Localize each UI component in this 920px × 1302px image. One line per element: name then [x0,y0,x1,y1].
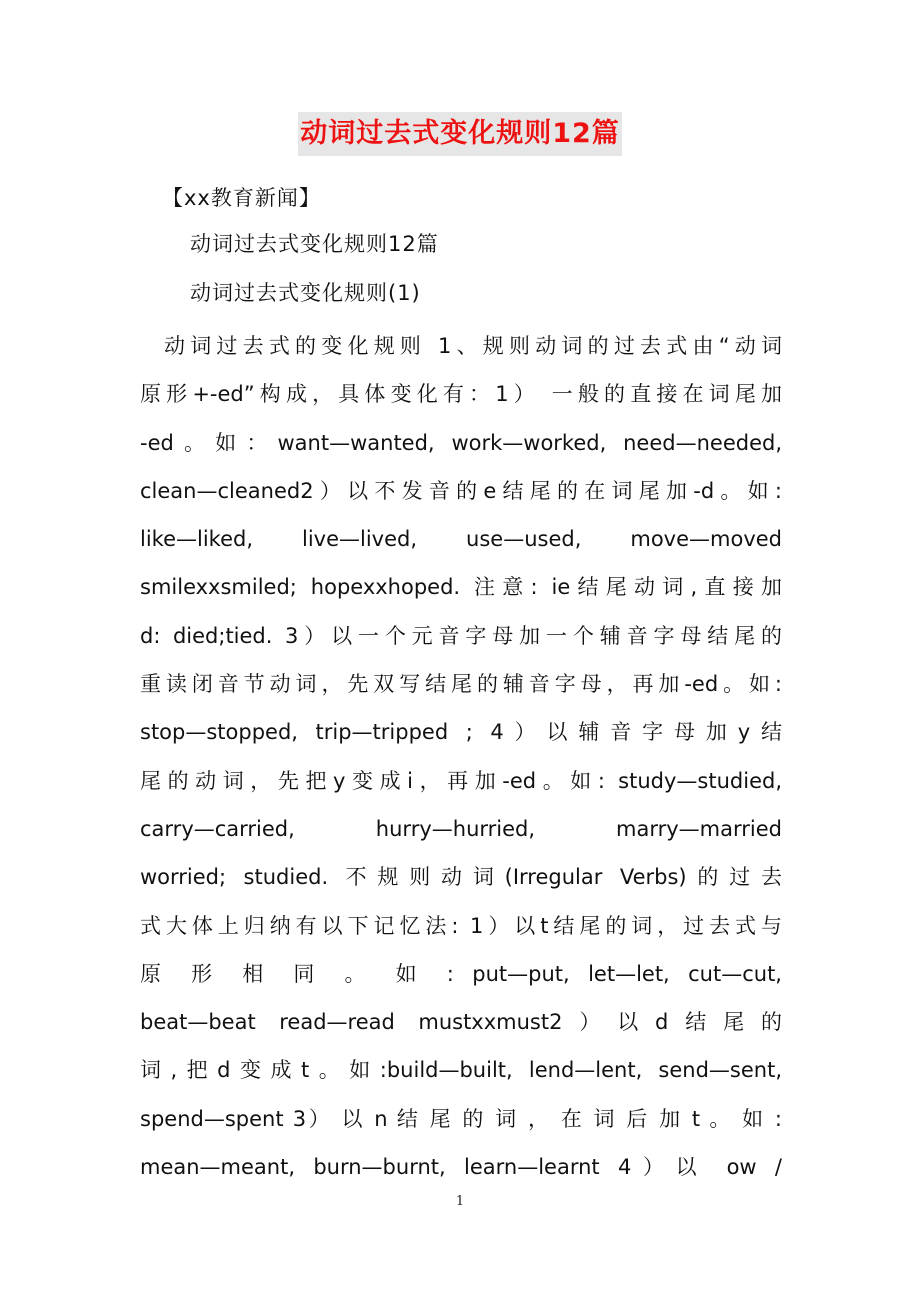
body-line: stop—stopped, trip—tripped ; 4）以辅音字母加y结 [140,720,782,745]
page-number: 1 [455,1194,465,1209]
body-line: spend—spent 3） 以 n 结 尾 的 词 ， 在 词 后 加 t 。 如 : [140,1106,782,1131]
document-title [0,112,920,156]
body-line: 尾的动词，先把y变成i，再加-ed。如: study—studied, [140,768,782,793]
title-text: 动词过去式变化规则12篇 [298,112,622,156]
body-line: smilexxsmiled; hopexxhoped. 注意: ie结尾动词,直接加 [140,575,782,600]
section-heading: 动词过去式变化规则(1) [190,281,421,305]
body-line: 原形+-ed”构成，具体变化有：1） 一般的直接在词尾加 [140,382,782,407]
subtitle: 动词过去式变化规则12篇 [190,232,439,256]
body-line: clean—cleaned2）以不发音的e结尾的在词尾加-d。如: [140,478,782,503]
body-paragraph [140,322,782,1191]
body-line: 原 形 相 同 。 如 : put—put, let—let, cut—cut, [140,961,782,986]
body-line: mean—meant, burn—burnt, learn—learnt 4）以 ow / [140,1155,782,1180]
body-line: 式大体上归纳有以下记忆法: 1）以t结尾的词，过去式与 [140,913,782,938]
body-line: d: died;tied. 3）以一个元音字母加一个辅音字母结尾的 [140,623,782,648]
body-line: 动词过去式的变化规则 1、规则动词的过去式由“动词 [164,334,782,358]
news-source-header: 【xx教育新闻】 [162,186,321,210]
body-line: 词,把d变成t。如:build—built, lend—lent, send—sent, [140,1058,782,1083]
body-line: beat—beat read—read mustxxmust2）以d结尾的 [140,1010,782,1035]
body-line: worried; studied. 不规则动词(Irregular Verbs)的过去 [140,865,782,890]
body-line: -ed。如：want—wanted, work—worked, need—needed, [140,430,782,455]
body-line: carry—carried, hurry—hurried, marry—married [140,816,782,841]
body-line: 重读闭音节动词，先双写结尾的辅音字母，再加-ed。如: [140,672,782,697]
body-line: like—liked, live—lived, use—used, move—moved [140,527,782,552]
